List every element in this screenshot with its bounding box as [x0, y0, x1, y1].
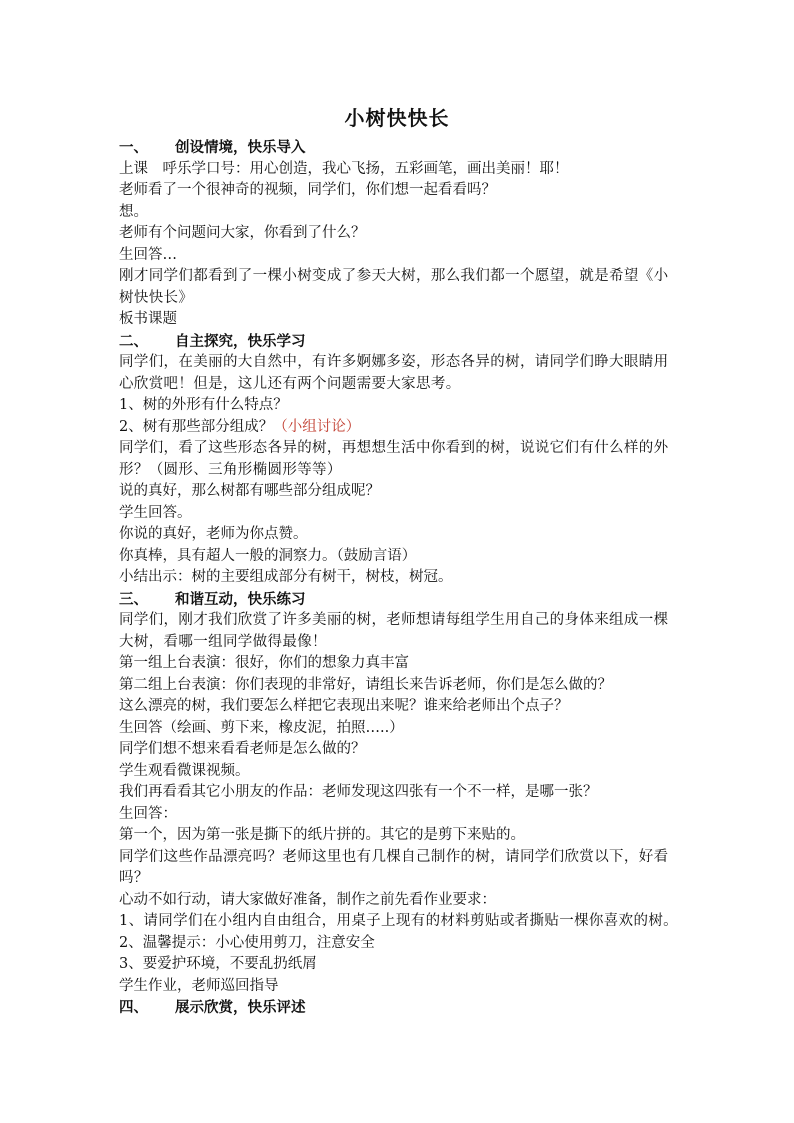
paragraph-text: 心动不如行动，请大家做好准备，制作之前先看作业要求：: [119, 891, 496, 908]
paragraph-text: 同学们，在美丽的大自然中，有许多婀娜多姿，形态各异的树，请同学们睁大眼睛用心欣赏吧！但是，这儿还有两个问题需要大家思考。: [119, 354, 669, 392]
paragraph-text: 我们再看看其它小朋友的作品：老师发现这四张有一个不一样，是哪一张？: [119, 784, 598, 800]
section-title: 创设情境，快乐导入: [175, 139, 306, 156]
document-title: 小树快快长: [344, 106, 450, 130]
paragraph: [119, 890, 679, 912]
section-heading: [119, 997, 679, 1019]
paragraph: [119, 202, 679, 224]
section-heading: [119, 137, 679, 159]
paragraph: [119, 718, 679, 740]
paragraph-text: 你说的真好，老师为你点赞。: [119, 526, 308, 542]
paragraph: [119, 266, 679, 309]
paragraph: [119, 761, 679, 783]
paragraph: [119, 954, 679, 976]
paragraph: [119, 180, 679, 202]
paragraph: [119, 933, 679, 955]
paragraph-text: 板书课题: [119, 311, 177, 327]
section-title: 和谐互动，快乐练习: [175, 590, 306, 608]
paragraph-text: 同学们这些作品漂亮吗？老师这里也有几棵自己制作的树，请同学们欣赏以下，好看吗？: [119, 848, 669, 886]
paragraph-text: 1、请同学们在小组内自由组合，用桌子上现有的材料剪贴或者撕贴一棵你喜欢的树。: [119, 913, 679, 929]
paragraph-text: 2、树有那些部分组成？: [119, 418, 274, 435]
group-discussion-note: （小组讨论）: [273, 418, 361, 435]
paragraph-text: 同学们，看了这些形态各异的树，再想想生活中你看到的树，说说它们有什么样的外形？（圆形、三角形椭圆形等等）: [119, 440, 669, 478]
list-item: [119, 911, 679, 933]
paragraph-text: 生回答…: [119, 246, 177, 263]
paragraph-text: 1、树的外形有什么特点？: [119, 397, 288, 413]
paragraph: [119, 546, 679, 568]
paragraph-text: 同学们，刚才我们欣赏了许多美丽的树，老师想请每组学生用自己的身体来组成一棵大树，看哪一组同学做得最像！: [119, 612, 669, 650]
paragraph-text: 想。: [119, 203, 148, 220]
paragraph: [119, 438, 679, 481]
paragraph-text: 说的真好，那么树都有哪些部分组成呢？: [119, 483, 380, 499]
paragraph: [119, 976, 679, 998]
paragraph-text: 上课 呼乐学口号：用心创造，我心飞扬，五彩画笔，画出美丽！耶！: [119, 160, 569, 177]
paragraph: [119, 352, 679, 395]
paragraph: [119, 223, 679, 245]
paragraph: [119, 159, 679, 181]
section-title: 自主探究，快乐学习: [175, 332, 306, 350]
paragraph-text: 生回答（绘画、剪下来，橡皮泥，拍照…..）: [119, 719, 404, 736]
paragraph: [119, 782, 679, 804]
section-number: 二、: [119, 332, 148, 350]
paragraph-text: 同学们想不想来看看老师是怎么做的？: [119, 741, 366, 757]
paragraph: [119, 825, 679, 847]
paragraph-text: 这么漂亮的树，我们要怎么样把它表现出来呢？谁来给老师出个点子？: [119, 698, 569, 714]
section-title: 展示欣赏，快乐评述: [175, 999, 306, 1016]
paragraph-text: 学生回答。: [119, 504, 192, 521]
paragraph-text: 老师看了一个很神奇的视频，同学们，你们想一起看看吗？: [119, 182, 496, 198]
section-number: 四、: [119, 999, 148, 1016]
paragraph: [119, 309, 679, 331]
paragraph: [119, 503, 679, 525]
paragraph: [119, 567, 679, 589]
paragraph-text: 刚才同学们都看到了一棵小树变成了参天大树，那么我们都一个愿望，就是希望《小树快快长》: [119, 268, 669, 306]
paragraph-text: 学生作业，老师巡回指导: [119, 977, 279, 994]
paragraph-text: 第一组上台表演：很好，你们的想象力真丰富: [119, 655, 409, 671]
paragraph: [119, 804, 679, 826]
paragraph: [119, 696, 679, 718]
paragraph-text: 2、温馨提示：小心使用剪刀，注意安全: [119, 934, 375, 951]
section-heading: [119, 331, 679, 353]
paragraph-text: 生回答：: [119, 805, 177, 822]
paragraph: [119, 417, 679, 439]
paragraph: [119, 675, 679, 697]
paragraph: [119, 524, 679, 546]
paragraph: [119, 395, 679, 417]
paragraph-text: 学生观看微课视频。: [119, 762, 250, 779]
paragraph: [119, 739, 679, 761]
paragraph: [119, 245, 679, 267]
paragraph: [119, 847, 679, 890]
paragraph-text: 你真棒，具有超人一般的洞察力。（鼓励言语）: [119, 547, 417, 564]
paragraph-text: 3、要爱护环境，不要乱扔纸屑: [119, 956, 317, 972]
section-number: 三、: [119, 590, 148, 608]
paragraph-text: 小结出示：树的主要组成部分有树干，树枝，树冠。: [119, 569, 453, 585]
paragraph-text: 第二组上台表演：你们表现的非常好，请组长来告诉老师，你们是怎么做的？: [119, 676, 612, 693]
paragraph-text: 第一个，因为第一张是撕下的纸片拼的。其它的是剪下来贴的。: [119, 827, 525, 843]
paragraph: [119, 653, 679, 675]
paragraph: [119, 481, 679, 503]
section-number: 一、: [119, 139, 148, 156]
paragraph: [119, 610, 679, 653]
paragraph-text: 老师有个问题问大家，你看到了什么？: [119, 225, 366, 241]
section-heading: [119, 589, 679, 611]
document-body: [119, 137, 679, 1019]
